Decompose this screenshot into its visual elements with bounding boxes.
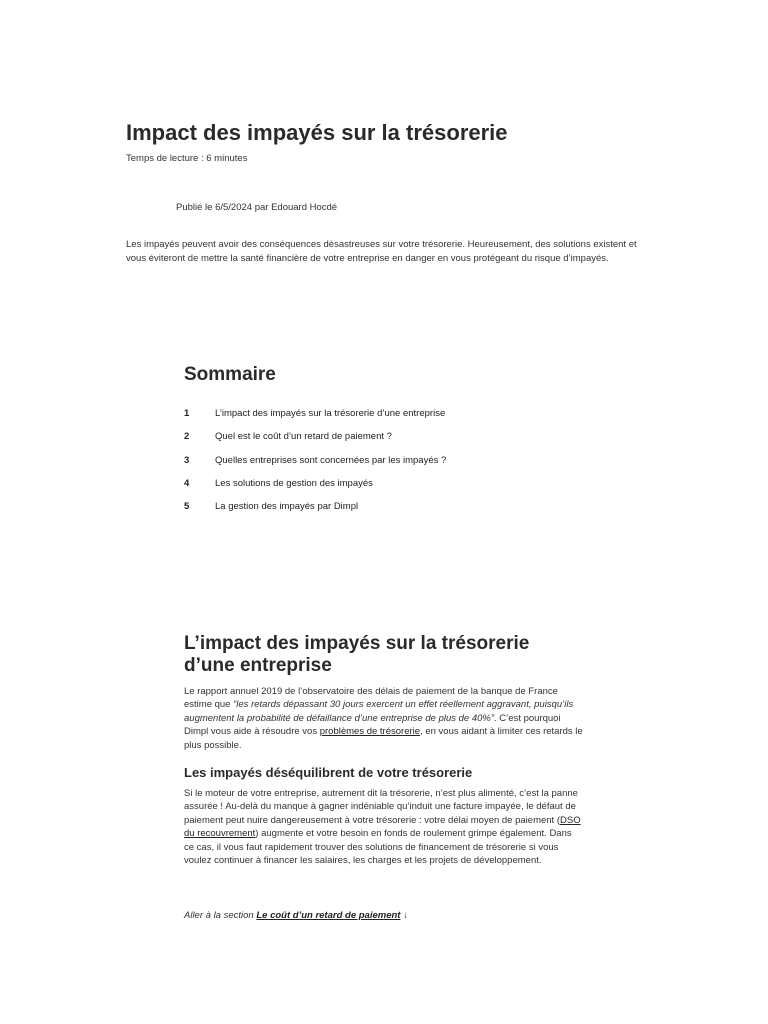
publication-info: Publié le 6/5/2024 par Edouard Hocdé [176, 202, 338, 213]
toc-number: 4 [184, 477, 190, 489]
section-paragraph-2 [184, 787, 584, 867]
section-paragraph-1 [184, 685, 584, 752]
toc-label[interactable]: Quelles entreprises sont concernées par les impayés ? [215, 454, 447, 466]
reading-time: Temps de lecture : 6 minutes [126, 153, 248, 164]
toc-label[interactable]: L’impact des impayés sur la trésorerie d’une entreprise [215, 408, 446, 419]
goto-prefix: Aller à la section [184, 910, 257, 921]
toc-item-1[interactable] [184, 408, 604, 431]
toc-number: 1 [184, 408, 190, 419]
dso-link[interactable]: DSO du recouvrement [184, 814, 581, 840]
paragraph-text: , en vous aidant à limiter ces retards le plus possible. [184, 726, 583, 751]
down-arrow-icon[interactable]: ↓ [403, 910, 408, 921]
quote-text: “les retards dépassant 30 jours exercent un effet réellement aggravant, puisqu’ils augmentent la probabilité de défaillance d’une entreprise de plus de 40%” [184, 699, 574, 724]
article-title: Impact des impayés sur la trésorerie [126, 120, 508, 145]
toc-label[interactable]: Les solutions de gestion des impayés [215, 477, 373, 489]
paragraph-text: Si le moteur de votre entreprise, autrement dit la trésorerie, n’est plus alimenté, c’est la panne assurée ! Au-delà du manque à gagner indéniable qu’induit une facture impayée, le défaut de paiement peut nuire dangereusement à votre trésorerie : votre délai moyen de paiement ( [184, 788, 578, 826]
toc-label[interactable]: La gestion des impayés par Dimpl [215, 501, 359, 513]
paragraph-text: Le rapport annuel 2019 de l’observatoire des délais de paiement de la banque de France estime que [184, 686, 558, 711]
toc-item-4[interactable] [184, 478, 604, 501]
section-subheading: Les impayés déséquilibrent de votre trésorerie [184, 765, 473, 780]
toc-item-2[interactable] [184, 431, 604, 454]
intro-paragraph: Les impayés peuvent avoir des conséquences désastreuses sur votre trésorerie. Heureusement, des solutions existent et vous éviteront de mettre la santé financière de votre entreprise en danger en vous protégeant du risque d’impayés. [126, 239, 637, 264]
paragraph-text: ) augmente et votre besoin en fonds de roulement grimpe également. Dans ce cas, il vous faut rapidement trouver des solutions de financement de trésorerie si vous voulez continuer à financer les salaires, les charges et les projets de développement. [184, 828, 572, 867]
paragraph-text: . C’est pourquoi Dimpl vous aide à résoudre vos [184, 712, 561, 738]
toc-title: Sommaire [184, 364, 276, 385]
toc-number: 5 [184, 501, 190, 513]
toc-number: 2 [184, 431, 190, 443]
toc-label[interactable]: Quel est le coût d’un retard de paiement ? [215, 431, 392, 443]
toc-number: 3 [184, 454, 190, 466]
table-of-contents [184, 408, 604, 524]
goto-section-link[interactable]: Le coût d’un retard de paiement [256, 910, 401, 921]
tresorerie-problems-link[interactable]: problèmes de trésorerie [319, 726, 421, 738]
toc-item-5[interactable] [184, 501, 604, 524]
section-heading: L’impact des impayés sur la trésorerie d’une entreprise [184, 633, 530, 676]
toc-item-3[interactable] [184, 455, 604, 478]
goto-section [184, 910, 408, 921]
